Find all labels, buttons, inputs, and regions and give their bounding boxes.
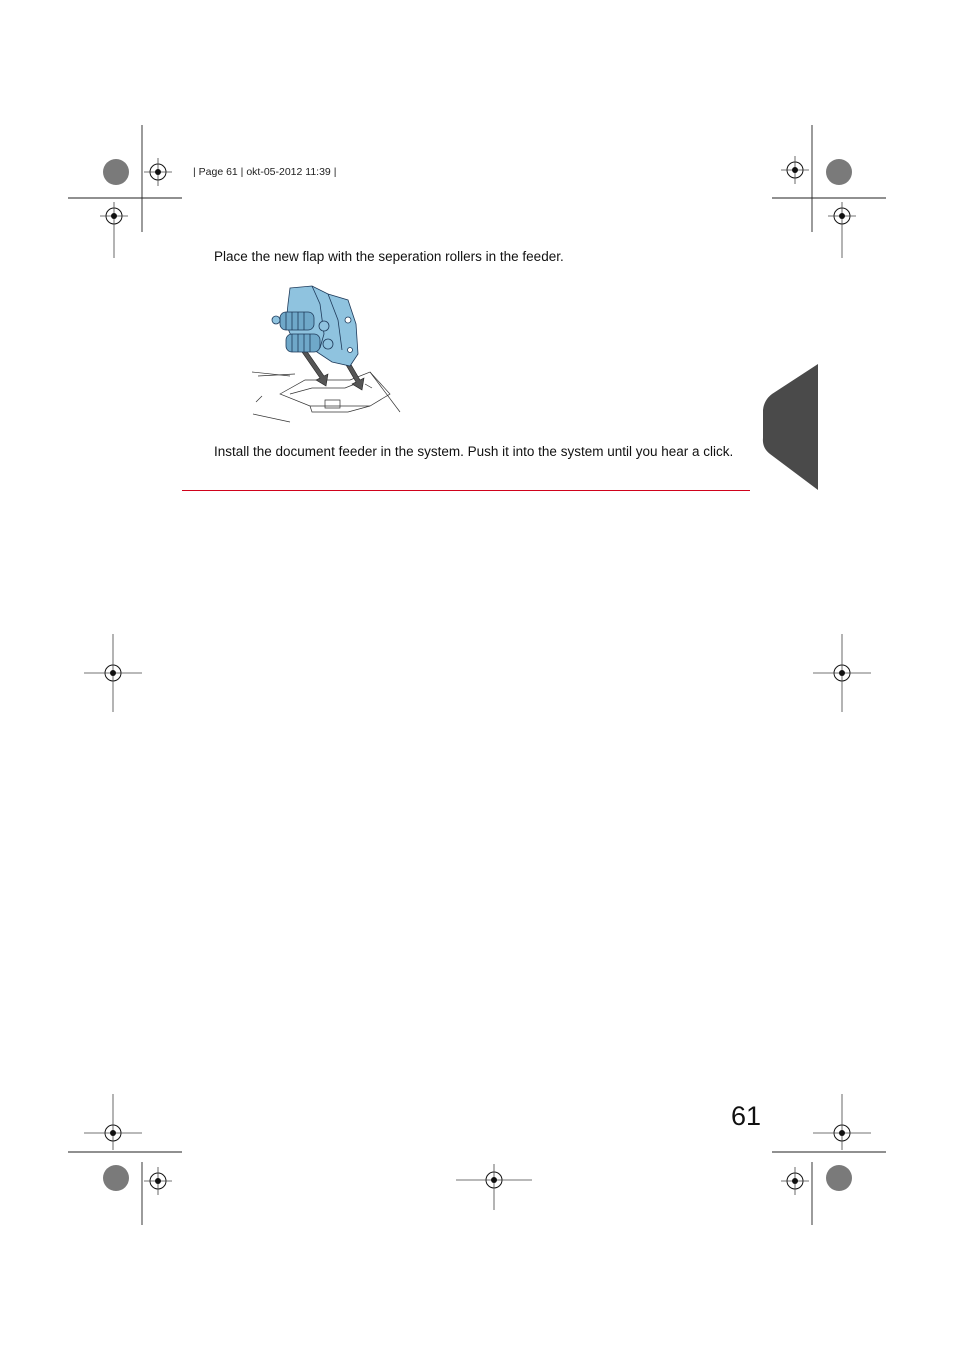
chapter-tab bbox=[760, 362, 820, 492]
feeder-flap-illustration bbox=[250, 284, 405, 428]
registration-mark-bottom-right bbox=[772, 1094, 886, 1225]
print-slug: | Page 61 | okt-05-2012 11:39 | bbox=[193, 166, 337, 178]
registration-mark-bottom-center bbox=[456, 1164, 532, 1210]
step-instruction-flap: Place the new flap with the seperation rollers in the feeder. bbox=[214, 249, 564, 264]
registration-mark-middle-left bbox=[84, 634, 142, 712]
page-number: 61 bbox=[731, 1101, 762, 1131]
section-divider bbox=[182, 490, 750, 491]
registration-mark-top-right bbox=[772, 125, 886, 258]
step-instruction-install: Install the document feeder in the system. Push it into the system until you hear a click. bbox=[214, 444, 734, 459]
registration-mark-middle-right bbox=[813, 634, 871, 712]
registration-mark-top-left bbox=[68, 125, 182, 258]
registration-mark-bottom-left bbox=[68, 1094, 182, 1225]
